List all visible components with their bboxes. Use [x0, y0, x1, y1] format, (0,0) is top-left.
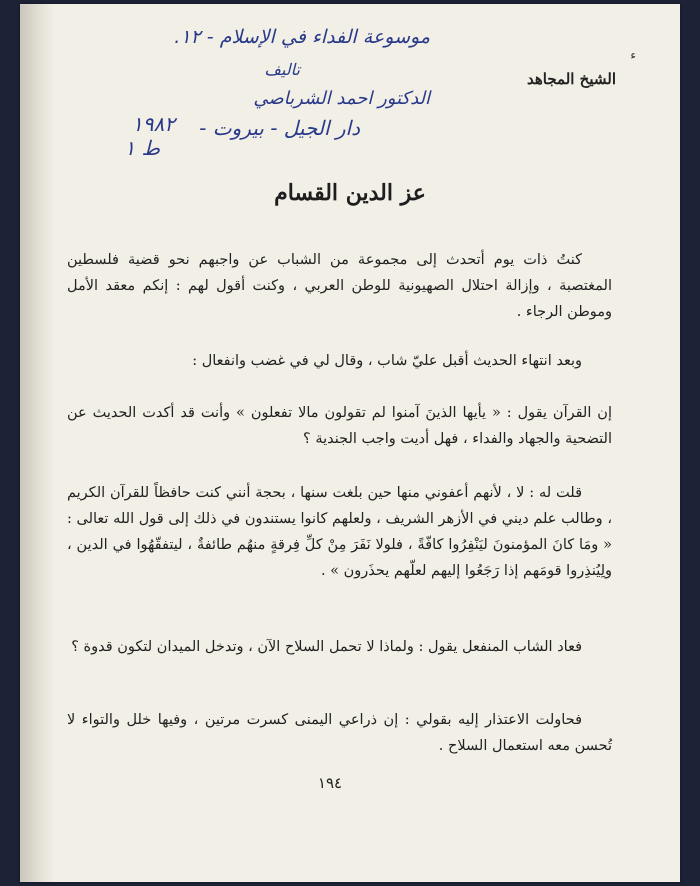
paragraph: قلت له : لا ، لأنهم أعفوني منها حين بلغت سنها ، بحجة أنني كنت حافظاً للقرآن الكريم ، وطالب علم ديني في الأزهر الشريف ، ولعلهم كانوا يستندون في ذلك إلى قول الله تعالى : « ومَا كانَ المؤمنونَ ليَنْفِرُوا كافّةً ، فلولا نَفَرَ مِنْ كلِّ فِرقةٍ منهُم طائفةٌ ، ليتفقّهُوا في الدين ، ولِيُنذِروا قومَهم إذا رَجَعُوا إليهم لعلّهم يحذَرون » .	[67, 485, 612, 579]
chapter-title: عز الدين القسام	[274, 180, 426, 206]
handwritten-publisher: دار الجيل - بيروت -	[199, 116, 360, 140]
paragraph: إن القرآن يقول : « يأيها الذينَ آمنوا لم تقولون مالا تفعلون » وأنت قد أكدت الحديث عن التضحية والجهاد والفداء ، فهل أديت واجب الجندية ؟	[67, 405, 612, 447]
handwritten-authored-by: تاليف	[264, 60, 300, 79]
paragraph: فعاد الشاب المنفعل يقول : ولماذا لا تحمل السلاح الآن ، وتدخل الميدان لتكون قدوة ؟	[71, 639, 582, 655]
paragraph: وبعد انتهاء الحديث أقبل عليّ شاب ، وقال لي في غضب وانفعال :	[192, 353, 582, 369]
book-page	[20, 4, 680, 882]
page-binding-shadow	[20, 4, 54, 882]
handwritten-series-note: موسوعة الفداء في الإسلام - ١٢.	[174, 26, 430, 48]
handwritten-author-name: الدكتور احمد الشرباصي	[253, 88, 430, 109]
running-header: الشيخ المجاهد	[527, 70, 616, 88]
corner-mark: ء	[630, 48, 636, 62]
paragraph: كنتُ ذات يوم أتحدث إلى مجموعة من الشباب عن واجبهم نحو قضية فلسطين المغتصبة ، وإزالة احتلال الصهيونية للوطن العربي ، وكنت أقول لهم : إنكم معقد الأمل وموطن الرجاء .	[67, 252, 612, 320]
page-number: ١٩٤	[317, 774, 343, 792]
handwritten-year: ١٩٨٢	[132, 112, 175, 136]
paragraph: فحاولت الاعتذار إليه بقولي : إن ذراعي اليمنى كسرت مرتين ، وفيها خلل والتواء لا تُحسن معه استعمال السلاح .	[67, 712, 612, 754]
handwritten-edition: ط ١	[124, 136, 160, 160]
